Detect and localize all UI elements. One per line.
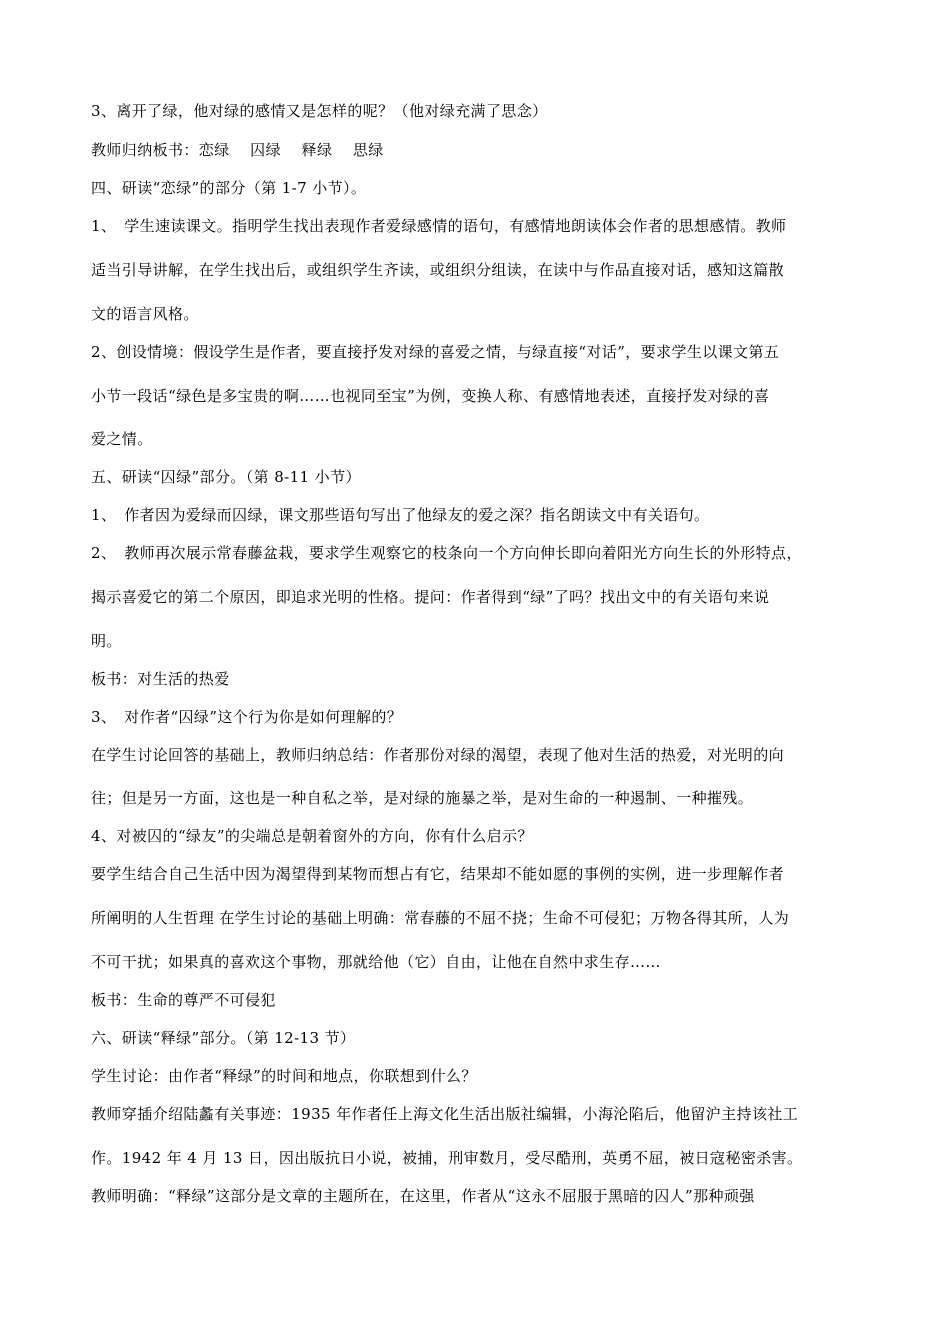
text-line: 教师归纳板书：恋绿 囚绿 释绿 思绿 <box>91 141 384 159</box>
text-line: 适当引导讲解，在学生找出后，或组织学生齐读，或组织分组读，在读中与作品直接对话，感知这篇散 <box>91 261 785 279</box>
text-line: 不可干扰；如果真的喜欢这个事物，那就给他（它）自由，让他在自然中求生存…… <box>91 953 661 971</box>
text-line: 明。 <box>91 632 122 650</box>
text-line: 教师穿插介绍陆蠡有关事迹：1935 年作者任上海文化生活出版社编辑，小海沦陷后，他留沪主持该社工 <box>91 1105 799 1123</box>
text-line: 3、 对作者“囚绿”这个行为你是如何理解的？ <box>91 708 403 726</box>
text-line: 小节一段话“绿色是多宝贵的啊……也视同至宝”为例，变换人称、有感情地表述，直接抒发对绿的喜 <box>91 387 770 405</box>
text-line: 作。1942 年 4 月 13 日，因出版抗日小说，被捕，刑审数月，受尽酷刑，英勇不屈，被日寇秘密杀害。 <box>91 1149 803 1167</box>
text-line: 1、 学生速读课文。指明学生找出表现作者爱绿感情的语句，有感情地朗读体会作者的思想感情。教师 <box>91 217 787 235</box>
text-line: 2、创设情境：假设学生是作者，要直接抒发对绿的喜爱之情，与绿直接“对话”，要求学生以课文第五 <box>91 343 780 361</box>
text-line: 2、 教师再次展示常春藤盆栽，要求学生观察它的枝条向一个方向伸长即向着阳光方向生长的外形特点， <box>91 544 802 562</box>
text-line: 要学生结合自己生活中因为渴望得到某物而想占有它，结果却不能如愿的事例的实例，进一步理解作者 <box>91 865 785 883</box>
text-line: 4、对被囚的“绿友”的尖端总是朝着窗外的方向，你有什么启示？ <box>91 827 533 845</box>
text-line: 在学生讨论回答的基础上，教师归纳总结：作者那份对绿的渴望，表现了他对生活的热爱，对光明的向 <box>91 746 785 764</box>
text-line: 文的语言风格。 <box>91 305 199 323</box>
text-line: 四、研读“恋绿”的部分（第 1-7 小节）。 <box>91 179 367 197</box>
text-line: 揭示喜爱它的第二个原因，即追求光明的性格。提问：作者得到“绿”了吗？找出文中的有关语句来说 <box>91 588 770 606</box>
text-line: 爱之情。 <box>91 430 153 448</box>
text-line: 3、离开了绿，他对绿的感情又是怎样的呢？（他对绿充满了思念） <box>91 102 548 120</box>
text-line: 教师明确：“释绿”这部分是文章的主题所在，在这里，作者从“这永不屈服于黑暗的囚人”那种顽强 <box>91 1187 755 1205</box>
text-line: 所阐明的人生哲理 在学生讨论的基础上明确：常春藤的不屈不挠；生命不可侵犯；万物各得其所，人为 <box>91 909 790 927</box>
text-line: 学生讨论：由作者“释绿”的时间和地点，你联想到什么？ <box>91 1067 477 1085</box>
text-line: 1、 作者因为爱绿而囚绿，课文那些语句写出了他绿友的爱之深？指名朗读文中有关语句。 <box>91 506 710 524</box>
text-line: 六、研读“释绿”部分。（第 12-13 节） <box>91 1029 356 1047</box>
text-line: 五、研读“囚绿”部分。（第 8-11 小节） <box>91 468 361 486</box>
text-line: 往；但是另一方面，这也是一种自私之举，是对绿的施暴之举，是对生命的一种遏制、一种摧残。 <box>91 789 754 807</box>
text-line: 板书：生命的尊严不可侵犯 <box>91 991 276 1009</box>
text-line: 板书：对生活的热爱 <box>91 670 230 688</box>
